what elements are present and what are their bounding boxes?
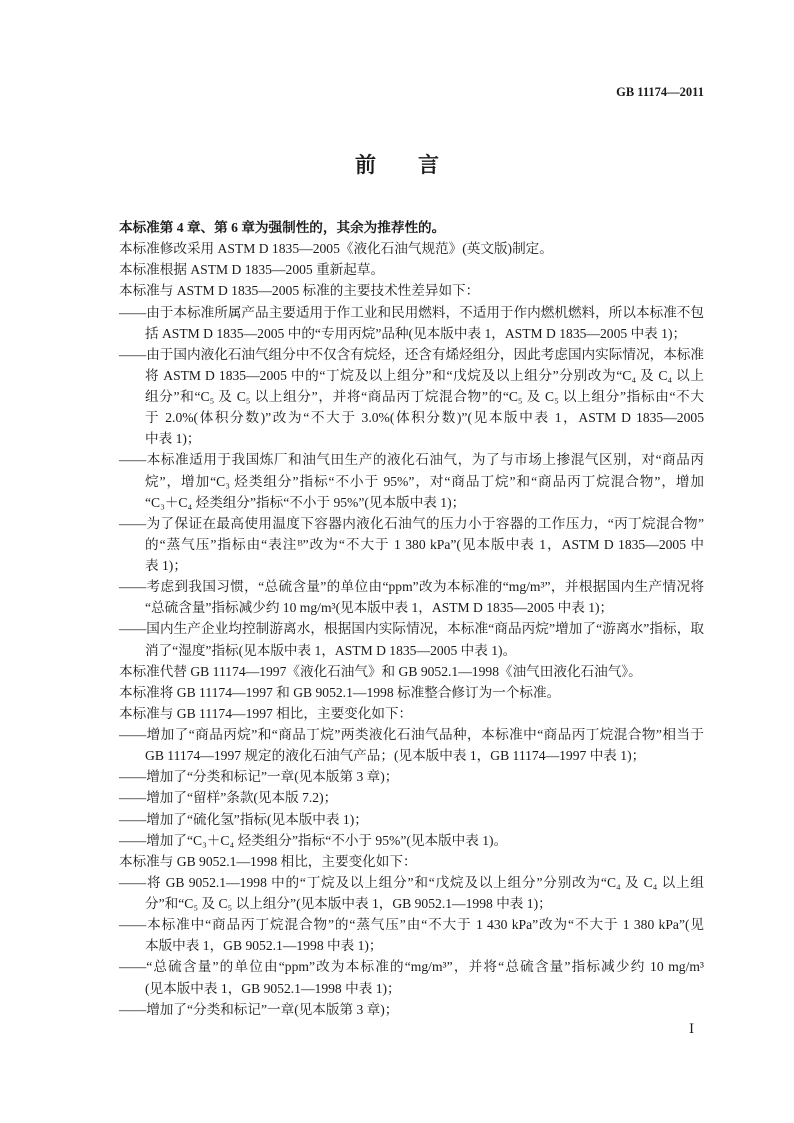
changes-vs-gb11174-intro	[119, 703, 704, 724]
change-list-item	[119, 787, 704, 808]
text-line: 本标准将 GB 11174—1997 和 GB 9052.1—1998 标准整合修订为一个标准。	[119, 684, 561, 700]
text-line: 本标准与 ASTM D 1835—2005 标准的主要技术性差异如下：	[119, 283, 480, 299]
standard-number-header: GB 11174—2011	[616, 85, 704, 99]
preface-body	[119, 217, 704, 1020]
text-line: 中表 1)；	[145, 431, 201, 447]
change-list-item	[119, 724, 704, 766]
difference-list-item	[119, 302, 704, 344]
text-line: ——增加了“硫化氢”指标(见本版中表 1)；	[119, 811, 368, 827]
text-line: 组分”和“C₅ 及 C₅ 以上组分”，并将“商品丙丁烷混合物”的“C₅ 及 C₅ 以上组分”指标由“不大	[145, 389, 704, 404]
text-line: ——本标准中“商品丙丁烷混合物”的“蒸气压”由“不大于 1 430 kPa”改为“不大于 1 380 kPa”(见	[119, 917, 704, 933]
text-line: 于 2.0%(体积分数)”改为“不大于 3.0%(体积分数)”(见本版中表 1，ASTM D 1835—2005	[145, 410, 704, 426]
text-line: ——增加了“C₃＋C₄ 烃类组分”指标“不小于 95%”(见本版中表 1)。	[119, 832, 508, 848]
text-line: 表 1)；	[145, 558, 187, 573]
text-line: 本版中表 1，GB 9052.1—1998 中表 1)；	[145, 938, 383, 954]
change-list-item	[119, 872, 704, 914]
text-line: (见本版中表 1，GB 9052.1—1998 中表 1)；	[145, 980, 401, 996]
changes-vs-gb9052-intro	[119, 851, 704, 872]
change-list-item	[119, 956, 704, 998]
change-list-item	[119, 999, 704, 1020]
text-line: ——本标准适用于我国炼厂和油气田生产的液化石油气，为了与市场上掺混气区别，对“商品丙	[119, 452, 704, 468]
text-line: 本标准第 4 章、第 6 章为强制性的，其余为推荐性的。	[119, 220, 446, 235]
text-line: 的“蒸气压”指标由“表注ᴮ”改为“不大于 1 380 kPa”(见本版中表 1，ASTM D 1835—2005 中	[145, 536, 704, 552]
text-line: 括 ASTM D 1835—2005 中的“专用丙烷”品种(见本版中表 1，ASTM D 1835—2005 中表 1)；	[145, 325, 687, 341]
change-list-item	[119, 914, 704, 956]
change-list-item	[119, 830, 704, 851]
text-line: ——考虑到我国习惯，“总硫含量”的单位由“ppm”改为本标准的“mg/m³”，并根据国内生产情况将	[119, 579, 704, 595]
change-list-item	[119, 809, 704, 830]
text-line: 本标准根据 ASTM D 1835—2005 重新起草。	[119, 262, 385, 278]
differences-intro	[119, 280, 704, 301]
text-line: 分”和“C₅ 及 C₅ 以上组分”(见本版中表 1，GB 9052.1—1998 中表 1)；	[145, 896, 552, 911]
difference-list-item	[119, 513, 704, 576]
page-number: Ⅰ	[689, 1021, 695, 1036]
text-line: 本标准与 GB 9052.1—1998 相比，主要变化如下：	[119, 853, 417, 869]
drafting-basis-statement	[119, 259, 704, 280]
text-line: 将 ASTM D 1835—2005 中的“丁烷及以上组分”和“戊烷及以上组分”分别改为“C₄ 及 C₄ 以上	[145, 367, 704, 383]
text-line: 本标准代替 GB 11174—1997《液化石油气》和 GB 9052.1—1998《油气田液化石油气》。	[119, 663, 642, 679]
difference-list-item	[119, 344, 704, 450]
text-line: GB 11174—1997 规定的液化石油气产品；(见本版中表 1，GB 11174—1997 中表 1)；	[145, 748, 646, 764]
text-line: 消了“湿度”指标(见本版中表 1，ASTM D 1835—2005 中表 1)。	[145, 642, 517, 658]
text-line: “总硫含量”指标减少约 10 mg/m³(见本版中表 1，ASTM D 1835—2005 中表 1)；	[145, 600, 614, 616]
difference-list-item	[119, 449, 704, 512]
text-line: “C₃＋C₄ 烃类组分”指标“不小于 95%”(见本版中表 1)；	[145, 494, 466, 510]
adoption-statement	[119, 238, 704, 259]
text-line: 本标准修改采用 ASTM D 1835—2005《液化石油气规范》(英文版)制定。	[119, 241, 553, 257]
text-line: ——增加了“留样”条款(见本版 7.2)；	[119, 790, 338, 806]
merger-statement	[119, 682, 704, 703]
difference-list-item	[119, 618, 704, 660]
supersession-statement	[119, 661, 704, 682]
text-line: ——增加了“商品丙烷”和“商品丁烷”两类液化石油气品种，本标准中“商品丙丁烷混合物”相当于	[119, 727, 704, 742]
change-list-item	[119, 766, 704, 787]
difference-list-item	[119, 576, 704, 618]
text-line: ——“总硫含量”的单位由“ppm”改为本标准的“mg/m³”，并将“总硫含量”指标减少约 10 mg/m³	[119, 959, 704, 975]
text-line: ——国内生产企业均控制游离水，根据国内实际情况，本标准“商品丙烷”增加了“游离水”指标，取	[119, 621, 704, 637]
text-line: 烷”，增加“C₃ 烃类组分”指标“不小于 95%”，对“商品丁烷”和“商品丙丁烷混合物”，增加	[145, 473, 704, 489]
text-line: ——由于本标准所属产品主要适用于作工业和民用燃料，不适用于作内燃机燃料，所以本标准不包	[119, 304, 704, 320]
text-line: ——将 GB 9052.1—1998 中的“丁烷及以上组分”和“戊烷及以上组分”分别改为“C₄ 及 C₄ 以上组	[119, 874, 704, 890]
mandatory-clause-statement	[119, 217, 704, 238]
text-line: ——增加了“分类和标记”一章(见本版第 3 章)；	[119, 769, 399, 785]
text-line: ——增加了“分类和标记”一章(见本版第 3 章)；	[119, 1001, 399, 1017]
page-title: 前 言	[355, 153, 439, 177]
text-line: ——由于国内液化石油气组分中不仅含有烷烃，还含有烯烃组分，因此考虑国内实际情况，本标准	[119, 346, 704, 362]
text-line: ——为了保证在最高使用温度下容器内液化石油气的压力小于容器的工作压力，“丙丁烷混合物”	[119, 515, 704, 531]
text-line: 本标准与 GB 11174—1997 相比，主要变化如下：	[119, 705, 413, 721]
